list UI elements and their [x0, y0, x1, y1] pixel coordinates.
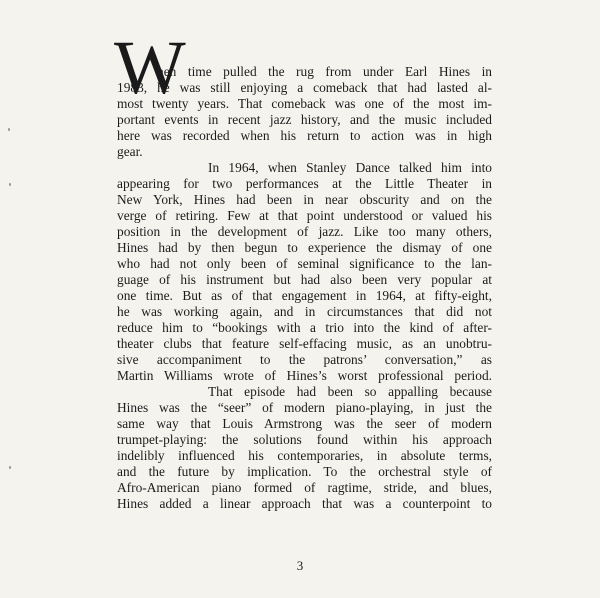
text-line: Hines was the “seer” of modern piano-playing, in just the [117, 400, 492, 415]
text-line: guage of his instrument but had also been very popular at [117, 272, 492, 287]
text-line: appearing for two performances at the Little Theater in [117, 176, 492, 191]
text-line: Martin Williams wrote of Hines’s worst professional period. [117, 368, 492, 383]
text-line: most twenty years. That comeback was one of the most im- [117, 96, 492, 111]
scan-speck [9, 183, 11, 186]
text-line: verge of retiring. Few at that point understood or valued his [117, 208, 492, 223]
page-number: 3 [296, 558, 304, 573]
text-line: same way that Louis Armstrong was the seer of modern [117, 416, 492, 431]
text-line: New York, Hines had been in near obscurity and on the [117, 192, 492, 207]
text-line: who had not only been of seminal significance to the lan- [117, 256, 492, 271]
text-line: position in the development of jazz. Like too many others, [117, 224, 492, 239]
text-line: theater clubs that feature self-effacing music, as an unobtru- [117, 336, 492, 351]
text-line: In 1964, when Stanley Dance talked him into [208, 160, 492, 175]
scan-speck [9, 466, 11, 469]
text-line: here was recorded when his return to action was in high [117, 128, 492, 143]
text-line: reduce him to “bookings with a trio into the kind of after- [117, 320, 492, 335]
text-line: 1983, he was still enjoying a comeback that had lasted al- [117, 80, 492, 95]
text-line: Hines added a linear approach that was a counterpoint to [117, 496, 492, 511]
drop-cap: W [114, 26, 184, 110]
text-line: portant events in recent jazz history, and the music included [117, 112, 492, 127]
text-line: he was working again, and in circumstances that did not [117, 304, 492, 319]
text-line: hen time pulled the rug from under Earl Hines in [157, 64, 492, 79]
text-line: sive accompaniment to the patrons’ conversation,” as [117, 352, 492, 367]
text-line: Hines had by then begun to experience the dismay of one [117, 240, 492, 255]
text-line: indelibly influenced his contemporaries, in absolute terms, [117, 448, 492, 463]
text-line: trumpet-playing: the solutions found within his approach [117, 432, 492, 447]
text-line: one time. But as of that engagement in 1964, at fifty-eight, [117, 288, 492, 303]
text-line: Afro-American piano formed of ragtime, stride, and blues, [117, 480, 492, 495]
text-line: gear. [117, 144, 143, 159]
text-line: That episode had been so appalling because [208, 384, 492, 399]
scan-speck [8, 128, 10, 131]
text-line: and the future by implication. To the orchestral style of [117, 464, 492, 479]
